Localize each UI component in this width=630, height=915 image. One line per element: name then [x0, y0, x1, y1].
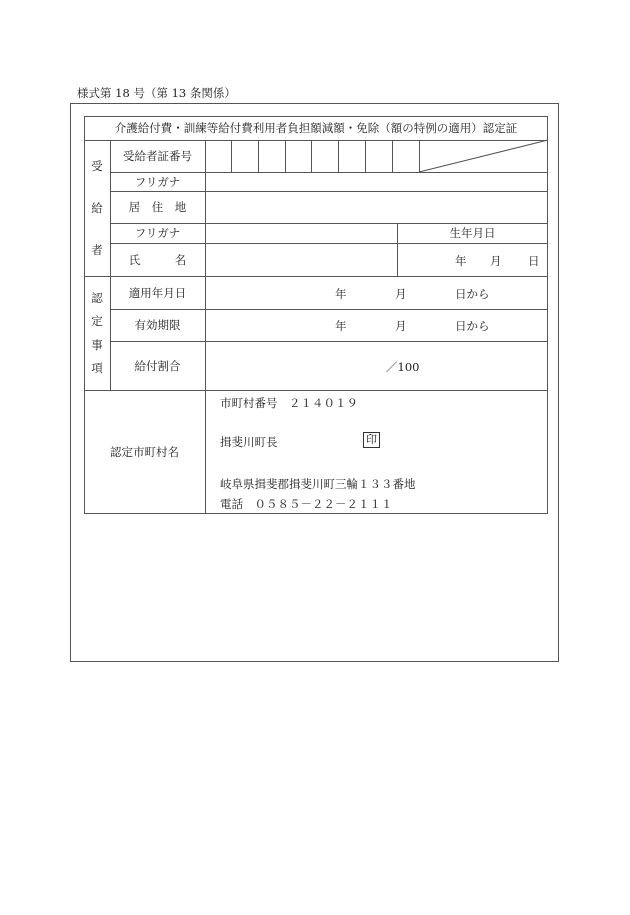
name-label: 氏 名: [128, 252, 187, 267]
furigana2-label: フリガナ: [134, 226, 181, 240]
apply-month: 月: [395, 287, 407, 301]
certificate-title: 介護給付費・訓練等給付費利用者負担額減額・免除（額の特例の適用）認定証: [114, 121, 518, 135]
form-number: 様式第 18 号（第 13 条関係）: [77, 86, 236, 100]
address-label: 居 住 地: [128, 200, 187, 214]
certified-group-label: [84, 290, 110, 376]
group-char: 定: [91, 314, 103, 329]
group-char: 事: [91, 337, 103, 352]
group-char: 項: [91, 360, 103, 375]
cert-number-label: 受給者証番号: [123, 149, 192, 163]
municipality-number: 市町村番号 ２１４０１９: [220, 396, 358, 410]
valid-from: 日から: [455, 319, 490, 333]
group-char: 者: [91, 243, 103, 257]
ratio-label: 給付割合: [134, 358, 181, 373]
valid-month: 月: [395, 319, 407, 333]
birthdate-label: 生年月日: [449, 226, 496, 240]
municipality-label: 認定市町村名: [110, 445, 179, 459]
group-char: 認: [91, 291, 103, 305]
recipient-group-label: [84, 158, 110, 258]
apply-from: 日から: [455, 287, 490, 301]
ratio-value: ／100: [386, 360, 420, 374]
apply-date-label: 適用年月日: [128, 285, 187, 300]
valid-label: 有効期限: [134, 318, 181, 332]
birth-day-unit: 日: [528, 254, 540, 268]
furigana-label: フリガナ: [134, 174, 181, 189]
apply-year: 年: [335, 287, 347, 301]
municipality-address: 岐阜県揖斐郡揖斐川町三輪１３３番地: [220, 477, 416, 491]
valid-year: 年: [335, 319, 347, 333]
birth-year-unit: 年: [455, 254, 467, 268]
group-char: 受: [91, 159, 103, 173]
group-char: 給: [91, 201, 103, 215]
birth-month-unit: 月: [490, 254, 502, 268]
mayor-title: 揖斐川町長: [220, 435, 278, 449]
municipality-phone: 電話 ０５８５－２２－２１１１: [220, 497, 393, 511]
official-seal: 印: [363, 432, 380, 448]
